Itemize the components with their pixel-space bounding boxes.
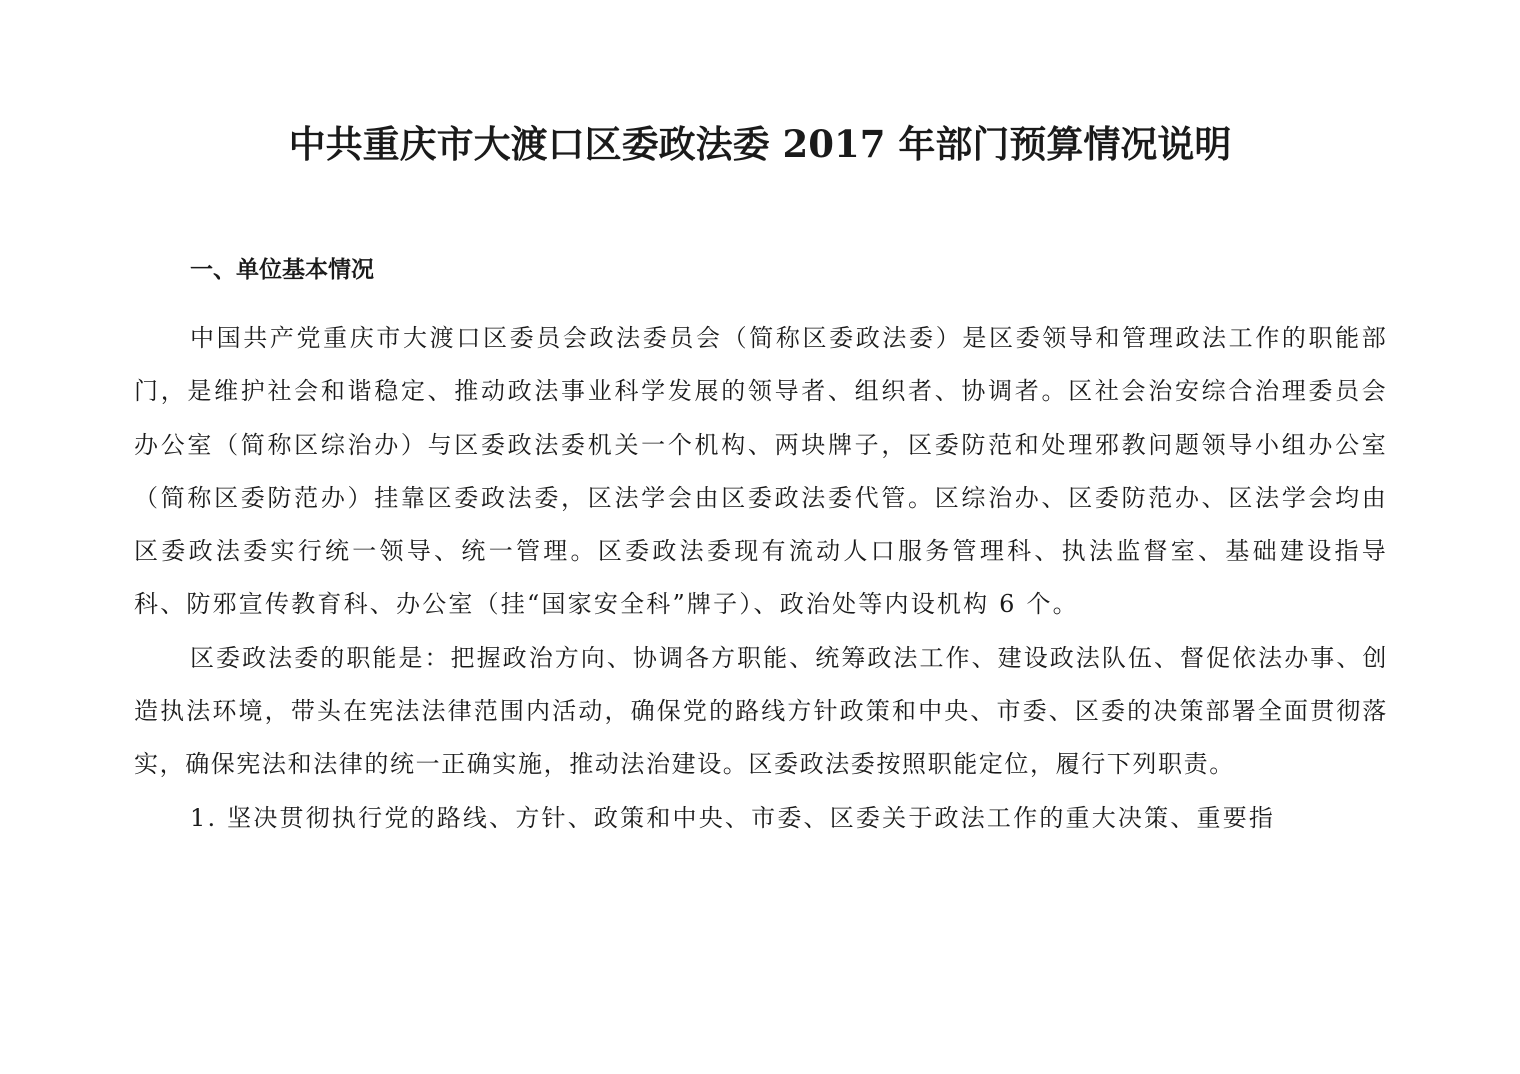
section-heading-basic-info: 一、单位基本情况 [190, 257, 374, 283]
paragraph-unit-overview: 中国共产党重庆市大渡口区委员会政法委员会（简称区委政法委）是区委领导和管理政法工作的职能部门，是维护社会和谐稳定、推动政法事业科学发展的领导者、组织者、协调者。区社会治安综合治理委员会办公室（简称区综治办）与区委政法委机关一个机构、两块牌子，区委防范和处理邪教问题领导小组办公室（简称区委防范办）挂靠区委政法委，区法学会由区委政法委代管。区综治办、区委防范办、区法学会均由区委政法委实行统一领导、统一管理。区委政法委现有流动人口服务管理科、执法监督室、基础建设指导科、防邪宣传教育科、办公室（挂“国家安全科”牌子）、政治处等内设机构 6 个。 [134, 324, 1388, 619]
paragraph-duty-1: 1. 坚决贯彻执行党的路线、方针、政策和中央、市委、区委关于政法工作的重大决策、重要指 [190, 803, 1276, 832]
document-body [134, 312, 1388, 845]
paragraph-functions: 区委政法委的职能是：把握政治方向、协调各方职能、统筹政法工作、建设政法队伍、督促依法办事、创造执法环境，带头在宪法法律范围内活动，确保党的路线方针政策和中央、市委、区委的决策部署全面贯彻落实，确保宪法和法律的统一正确实施，推动法治建设。区委政法委按照职能定位，履行下列职责。 [134, 643, 1388, 779]
document-title: 中共重庆市大渡口区委政法委 2017 年部门预算情况说明 [288, 122, 1232, 166]
